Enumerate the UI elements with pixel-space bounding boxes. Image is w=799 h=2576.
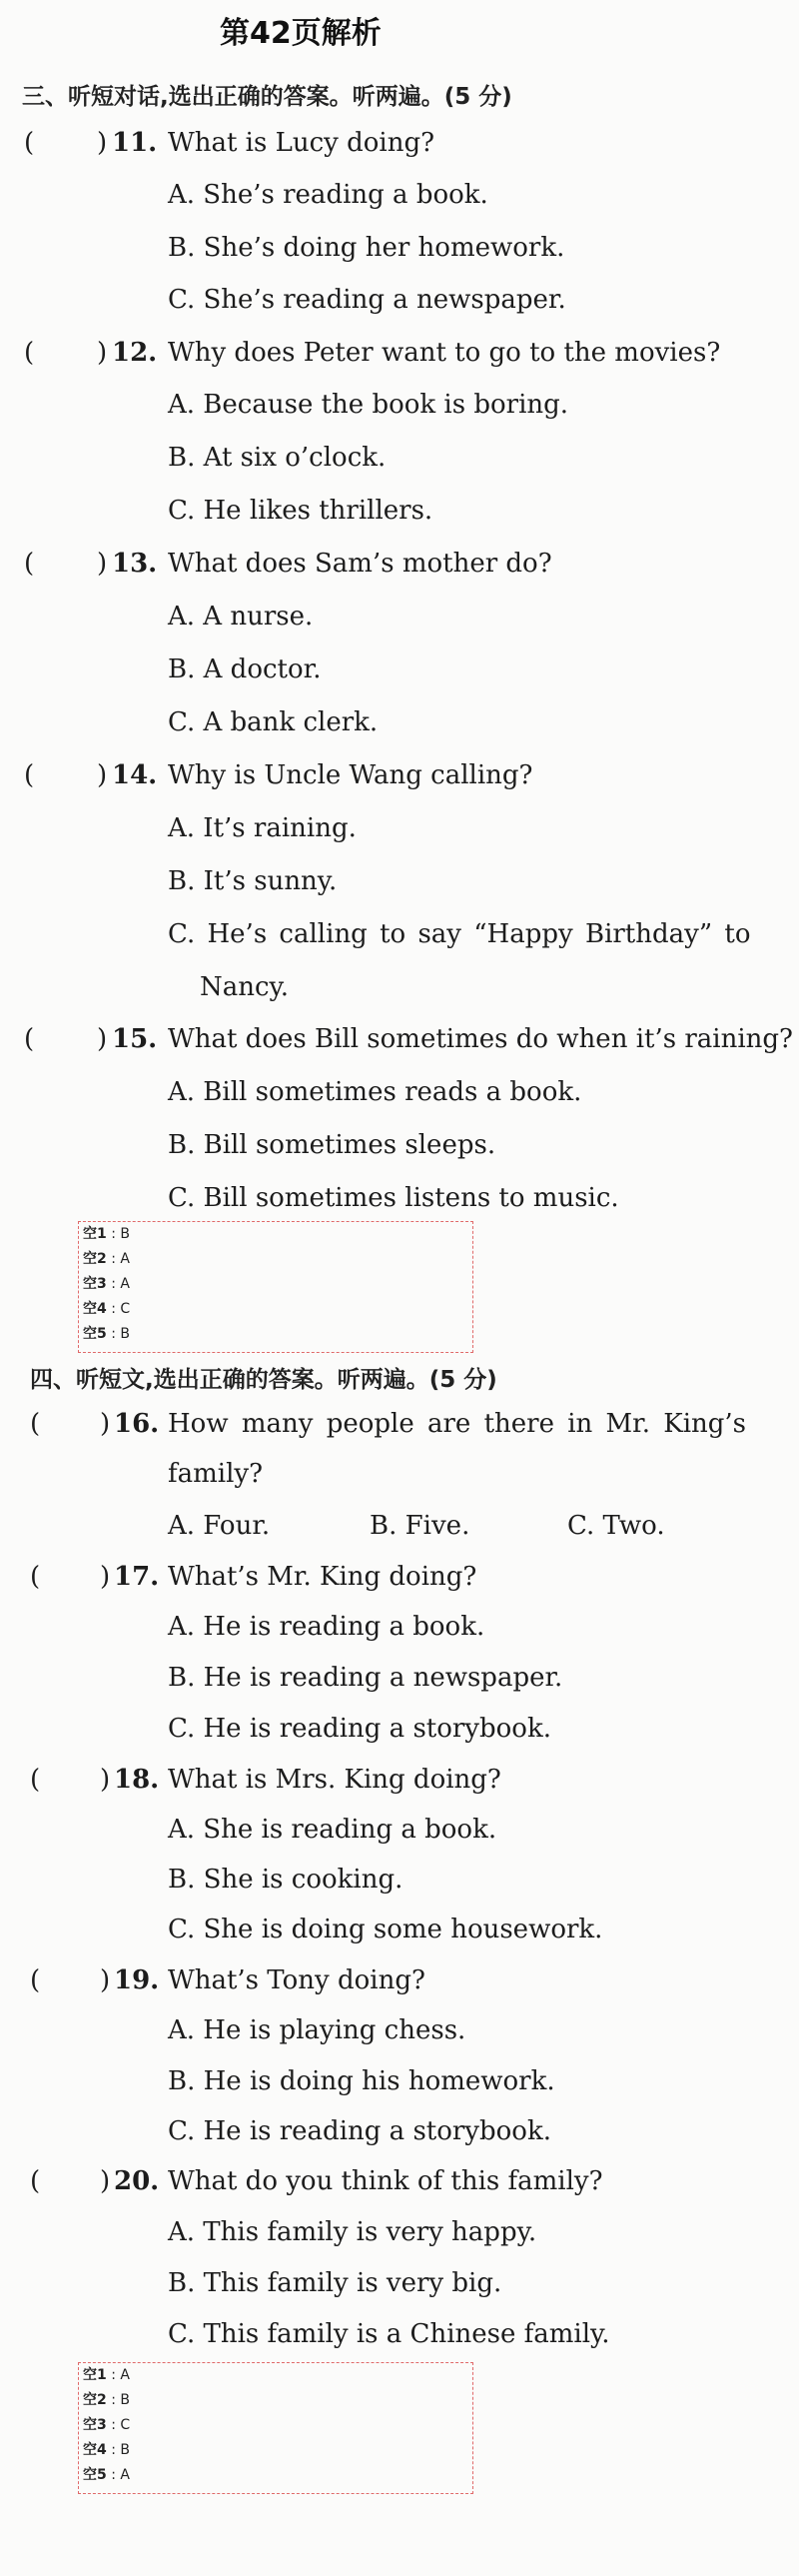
question-text: What does Sam’s mother do? xyxy=(168,549,552,579)
answer-key-line: 空4 : B xyxy=(83,2442,130,2458)
answer-value: C xyxy=(120,1301,131,1317)
answer-blank-open: ( xyxy=(24,1024,35,1054)
question-text: What is Lucy doing? xyxy=(168,128,435,158)
option-b: B. He is reading a newspaper. xyxy=(168,1663,563,1693)
question-14 xyxy=(0,760,799,800)
answer-key-line: 空5 : A xyxy=(83,2467,130,2483)
option-a: A. A nurse. xyxy=(168,602,314,632)
option-a: A. She’s reading a book. xyxy=(168,180,488,210)
option-a: A. He is reading a book. xyxy=(168,1612,485,1642)
option-c: C. Bill sometimes listens to music. xyxy=(168,1183,619,1213)
answer-blank-close: ) xyxy=(100,1765,111,1795)
answer-value: A xyxy=(120,1276,130,1292)
option-c: C. Two. xyxy=(567,1511,665,1541)
option-b: B. Five. xyxy=(370,1511,470,1541)
question-text: How many people are there in Mr. King’s xyxy=(168,1409,747,1439)
question-number: 11. xyxy=(112,128,158,158)
answer-value: B xyxy=(120,2392,130,2408)
answer-key-line: 空3 : A xyxy=(83,1276,130,1292)
option-b: B. Bill sometimes sleeps. xyxy=(168,1130,496,1160)
question-17 xyxy=(0,1562,799,1602)
option-a: A. This family is very happy. xyxy=(168,2217,537,2247)
answer-value: C xyxy=(120,2417,131,2433)
answer-key-line: 空2 : A xyxy=(83,1251,130,1267)
answer-value: B xyxy=(120,1326,130,1342)
answer-value: B xyxy=(120,1226,130,1242)
answer-blank-open: ( xyxy=(24,128,35,158)
page-title: 第42页解析 xyxy=(220,16,382,51)
answer-blank-open: ( xyxy=(30,2166,41,2196)
question-text: Why does Peter want to go to the movies? xyxy=(168,338,721,368)
option-b: B. At six o’clock. xyxy=(168,443,387,473)
answer-key-line: 空2 : B xyxy=(83,2392,130,2408)
section3-heading: 三、听短对话,选出正确的答案。听两遍。(5 分) xyxy=(22,84,512,110)
answer-value: A xyxy=(120,2367,130,2383)
option-c: C. He’s calling to say “Happy Birthday” to xyxy=(168,919,751,949)
section4-heading: 四、听短文,选出正确的答案。听两遍。(5 分) xyxy=(30,1367,497,1393)
answer-key-line: 空5 : B xyxy=(83,1326,130,1342)
answer-key-box-section3 xyxy=(78,1221,473,1353)
answer-blank-open: ( xyxy=(24,549,35,579)
question-18 xyxy=(0,1765,799,1805)
option-a: A. Bill sometimes reads a book. xyxy=(168,1077,582,1107)
option-b: B. She is cooking. xyxy=(168,1865,403,1895)
option-c-continuation: Nancy. xyxy=(200,972,290,1002)
question-15 xyxy=(0,1024,799,1064)
answer-blank-close: ) xyxy=(97,549,108,579)
question-text: What’s Mr. King doing? xyxy=(168,1562,477,1592)
option-a: A. She is reading a book. xyxy=(168,1815,497,1845)
question-number: 16. xyxy=(114,1409,160,1439)
question-number: 20. xyxy=(114,2166,160,2196)
question-number: 13. xyxy=(112,549,158,579)
answer-value: B xyxy=(120,2442,130,2458)
question-text: Why is Uncle Wang calling? xyxy=(168,760,533,790)
option-a: A. Four. xyxy=(168,1511,271,1541)
answer-key-line: 空4 : C xyxy=(83,1301,131,1317)
answer-blank-open: ( xyxy=(30,1409,41,1439)
option-c: C. He is reading a storybook. xyxy=(168,1714,551,1744)
option-c: C. He is reading a storybook. xyxy=(168,2116,551,2146)
question-text: What is Mrs. King doing? xyxy=(168,1765,501,1795)
question-number: 17. xyxy=(114,1562,160,1592)
answer-value: A xyxy=(120,1251,130,1267)
option-c: C. She’s reading a newspaper. xyxy=(168,285,566,315)
answer-key-line: 空3 : C xyxy=(83,2417,131,2433)
answer-blank-close: ) xyxy=(97,760,108,790)
question-12 xyxy=(0,338,799,378)
option-c: C. This family is a Chinese family. xyxy=(168,2319,610,2349)
question-20 xyxy=(0,2166,799,2206)
question-text: What do you think of this family? xyxy=(168,2166,603,2196)
answer-key-line: 空1 : A xyxy=(83,2367,130,2383)
answer-key-box-section4 xyxy=(78,2362,473,2494)
question-16 xyxy=(0,1409,799,1449)
answer-value: A xyxy=(120,2467,130,2483)
question-19 xyxy=(0,1965,799,2005)
question-text: What’s Tony doing? xyxy=(168,1965,425,1995)
option-c: C. She is doing some housework. xyxy=(168,1915,603,1944)
question-text: What does Bill sometimes do when it’s raining? xyxy=(168,1024,793,1054)
answer-blank-open: ( xyxy=(30,1965,41,1995)
answer-blank-open: ( xyxy=(30,1562,41,1592)
answer-blank-close: ) xyxy=(97,128,108,158)
question-text-continuation: family? xyxy=(168,1459,264,1489)
option-a: A. He is playing chess. xyxy=(168,2015,466,2045)
question-number: 12. xyxy=(112,338,158,368)
answer-blank-close: ) xyxy=(100,1562,111,1592)
answer-blank-open: ( xyxy=(30,1765,41,1795)
option-b: B. A doctor. xyxy=(168,654,322,684)
option-b: B. He is doing his homework. xyxy=(168,2066,555,2096)
question-number: 15. xyxy=(112,1024,158,1054)
option-a: A. Because the book is boring. xyxy=(168,390,569,420)
answer-blank-close: ) xyxy=(100,1965,111,1995)
answer-blank-close: ) xyxy=(97,1024,108,1054)
question-number: 18. xyxy=(114,1765,160,1795)
answer-blank-open: ( xyxy=(24,760,35,790)
option-b: B. She’s doing her homework. xyxy=(168,233,565,263)
option-b: B. This family is very big. xyxy=(168,2268,502,2298)
answer-key-line: 空1 : B xyxy=(83,1226,130,1242)
question-11 xyxy=(0,128,799,168)
question-number: 19. xyxy=(114,1965,160,1995)
answer-blank-close: ) xyxy=(100,1409,111,1439)
answer-blank-open: ( xyxy=(24,338,35,368)
option-c: C. He likes thrillers. xyxy=(168,496,433,526)
question-number: 14. xyxy=(112,760,158,790)
answer-blank-close: ) xyxy=(97,338,108,368)
answer-blank-close: ) xyxy=(100,2166,111,2196)
question-13 xyxy=(0,549,799,589)
option-a: A. It’s raining. xyxy=(168,813,357,843)
option-c: C. A bank clerk. xyxy=(168,707,379,737)
option-b: B. It’s sunny. xyxy=(168,866,338,896)
